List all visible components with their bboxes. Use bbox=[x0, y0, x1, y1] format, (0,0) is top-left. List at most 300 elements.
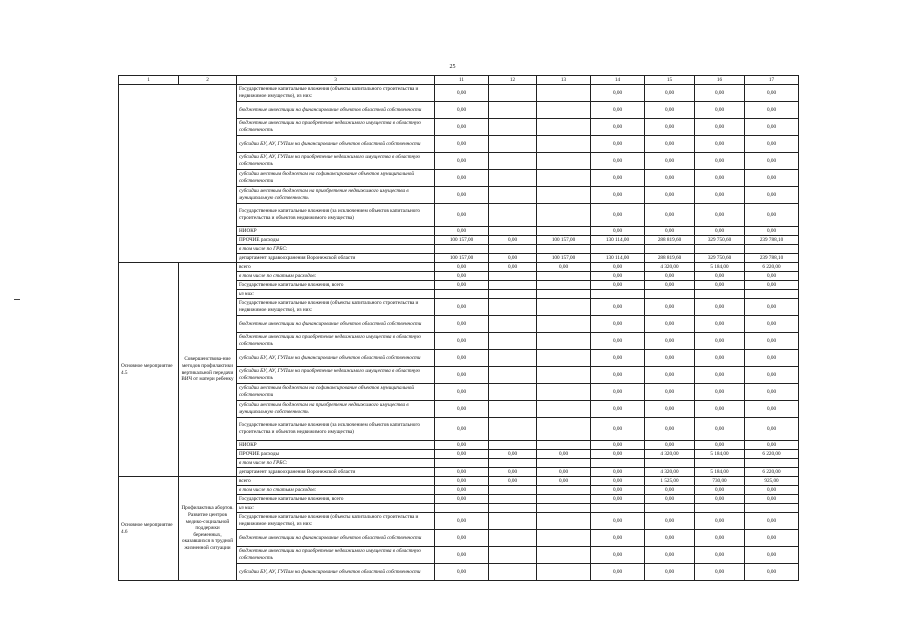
value-cell bbox=[645, 290, 695, 299]
value-cell: 0,00 bbox=[645, 227, 695, 236]
value-cell bbox=[489, 350, 537, 367]
value-cell: 0,00 bbox=[745, 495, 799, 504]
row-description: субсидии местным бюджетам на приобретение недвижимого имущества в муниципальную собственность bbox=[237, 401, 435, 418]
value-cell: 730,00 bbox=[695, 477, 745, 486]
value-cell: 0,00 bbox=[745, 547, 799, 564]
value-cell: 0,00 bbox=[645, 316, 695, 333]
value-cell: 0,00 bbox=[435, 119, 489, 136]
value-cell: 0,00 bbox=[695, 513, 745, 530]
value-cell bbox=[489, 486, 537, 495]
value-cell: 0,00 bbox=[435, 272, 489, 281]
value-cell bbox=[489, 102, 537, 119]
value-cell: 0,00 bbox=[591, 477, 645, 486]
value-cell: 0,00 bbox=[695, 564, 745, 581]
value-cell bbox=[489, 136, 537, 153]
value-cell: 0,00 bbox=[745, 187, 799, 204]
row-description: бюджетные инвестиции на финансирование объектов областной собственности bbox=[237, 102, 435, 119]
value-cell: 0,00 bbox=[645, 187, 695, 204]
row-description: субсидии местным бюджетам на софинансирование объектов муниципальной собственности bbox=[237, 384, 435, 401]
value-cell bbox=[537, 153, 591, 170]
value-cell bbox=[537, 513, 591, 530]
value-cell: 0,00 bbox=[745, 333, 799, 350]
value-cell: 0,00 bbox=[435, 102, 489, 119]
blank-cell bbox=[119, 85, 237, 263]
value-cell: 0,00 bbox=[645, 384, 695, 401]
value-cell: 0,00 bbox=[745, 316, 799, 333]
table-body bbox=[119, 85, 799, 581]
value-cell: 0,00 bbox=[745, 272, 799, 281]
value-cell bbox=[537, 384, 591, 401]
value-cell: 0,00 bbox=[695, 187, 745, 204]
value-cell: 0,00 bbox=[695, 441, 745, 450]
value-cell: 0,00 bbox=[745, 486, 799, 495]
value-cell: 0,00 bbox=[745, 153, 799, 170]
value-cell bbox=[537, 187, 591, 204]
value-cell: 0,00 bbox=[435, 530, 489, 547]
value-cell bbox=[489, 119, 537, 136]
value-cell: 0,00 bbox=[435, 263, 489, 272]
value-cell bbox=[745, 504, 799, 513]
value-cell: 0,00 bbox=[435, 227, 489, 236]
value-cell bbox=[745, 290, 799, 299]
value-cell bbox=[591, 459, 645, 468]
value-cell bbox=[435, 459, 489, 468]
value-cell: 0,00 bbox=[435, 367, 489, 384]
row-description: департамент здравоохранения Воронежской области bbox=[237, 468, 435, 477]
value-cell: 0,00 bbox=[645, 564, 695, 581]
value-cell: 0,00 bbox=[591, 119, 645, 136]
row-description: Государственные капитальные вложения (объекты капитального строительства и недвижимое имущество), из них: bbox=[237, 513, 435, 530]
row-description: из них: bbox=[237, 504, 435, 513]
col-header: 11 bbox=[435, 76, 489, 85]
value-cell: 0,00 bbox=[591, 102, 645, 119]
value-cell: 0,00 bbox=[645, 401, 695, 418]
value-cell: 4 320,00 bbox=[645, 450, 695, 459]
value-cell: 0,00 bbox=[645, 153, 695, 170]
value-cell: 0,00 bbox=[645, 281, 695, 290]
table-row bbox=[119, 85, 799, 102]
value-cell: 0,00 bbox=[745, 513, 799, 530]
value-cell: 0,00 bbox=[695, 401, 745, 418]
value-cell bbox=[537, 316, 591, 333]
value-cell bbox=[537, 136, 591, 153]
row-description: в том числе по статьям расходов: bbox=[237, 272, 435, 281]
value-cell: 0,00 bbox=[695, 102, 745, 119]
value-cell: 100 157,00 bbox=[537, 236, 591, 245]
table-row bbox=[119, 477, 799, 486]
value-cell bbox=[489, 333, 537, 350]
value-cell: 0,00 bbox=[695, 486, 745, 495]
value-cell: 0,00 bbox=[695, 136, 745, 153]
row-description: субсидии БУ, АУ, ГУПам на приобретение недвижимого имущества в областную собственность bbox=[237, 153, 435, 170]
value-cell: 0,00 bbox=[645, 136, 695, 153]
value-cell bbox=[489, 227, 537, 236]
value-cell: 0,00 bbox=[695, 495, 745, 504]
value-cell bbox=[489, 564, 537, 581]
value-cell bbox=[489, 204, 537, 227]
value-cell: 0,00 bbox=[591, 316, 645, 333]
value-cell: 0,00 bbox=[695, 153, 745, 170]
value-cell: 0,00 bbox=[591, 204, 645, 227]
row-description: бюджетные инвестиции на финансирование объектов областной собственности bbox=[237, 316, 435, 333]
value-cell: 0,00 bbox=[591, 170, 645, 187]
value-cell: 239 788,10 bbox=[745, 254, 799, 263]
value-cell bbox=[537, 85, 591, 102]
value-cell: 0,00 bbox=[591, 384, 645, 401]
value-cell: 0,00 bbox=[591, 350, 645, 367]
value-cell: 0,00 bbox=[745, 384, 799, 401]
value-cell: 0,00 bbox=[435, 477, 489, 486]
value-cell: 0,00 bbox=[435, 281, 489, 290]
row-description: Государственные капитальные вложения, всего bbox=[237, 281, 435, 290]
value-cell: 0,00 bbox=[695, 418, 745, 441]
value-cell bbox=[695, 290, 745, 299]
col-header: 15 bbox=[645, 76, 695, 85]
value-cell: 0,00 bbox=[591, 367, 645, 384]
value-cell bbox=[489, 418, 537, 441]
value-cell bbox=[591, 290, 645, 299]
value-cell: 0,00 bbox=[591, 227, 645, 236]
value-cell: 0,00 bbox=[695, 299, 745, 316]
value-cell bbox=[537, 418, 591, 441]
table-row bbox=[119, 263, 799, 272]
value-cell: 5 184,00 bbox=[695, 468, 745, 477]
value-cell: 0,00 bbox=[591, 136, 645, 153]
value-cell: 0,00 bbox=[591, 263, 645, 272]
value-cell bbox=[489, 272, 537, 281]
value-cell: 288 819,60 bbox=[645, 236, 695, 245]
value-cell bbox=[489, 530, 537, 547]
value-cell: 0,00 bbox=[645, 513, 695, 530]
value-cell bbox=[489, 441, 537, 450]
value-cell: 0,00 bbox=[435, 547, 489, 564]
value-cell bbox=[489, 245, 537, 254]
value-cell: 0,00 bbox=[591, 272, 645, 281]
value-cell: 0,00 bbox=[435, 350, 489, 367]
value-cell: 0,00 bbox=[489, 468, 537, 477]
value-cell: 0,00 bbox=[435, 468, 489, 477]
value-cell: 0,00 bbox=[645, 495, 695, 504]
value-cell: 0,00 bbox=[645, 367, 695, 384]
row-description: НИОКР bbox=[237, 441, 435, 450]
value-cell: 0,00 bbox=[695, 85, 745, 102]
value-cell bbox=[489, 153, 537, 170]
col-header: 3 bbox=[237, 76, 435, 85]
value-cell: 0,00 bbox=[745, 102, 799, 119]
value-cell: 0,00 bbox=[591, 564, 645, 581]
value-cell: 6 220,00 bbox=[745, 263, 799, 272]
row-description: субсидии БУ, АУ, ГУПам на финансирование объектов областной собственности bbox=[237, 564, 435, 581]
value-cell: 0,00 bbox=[695, 530, 745, 547]
value-cell bbox=[489, 401, 537, 418]
value-cell bbox=[537, 119, 591, 136]
value-cell: 0,00 bbox=[745, 299, 799, 316]
value-cell: 0,00 bbox=[745, 418, 799, 441]
value-cell: 0,00 bbox=[695, 350, 745, 367]
value-cell: 0,00 bbox=[695, 547, 745, 564]
row-description: субсидии БУ, АУ, ГУПам на финансирование объектов областной собственности bbox=[237, 136, 435, 153]
row-description: бюджетные инвестиции на приобретение недвижимого имущества в областную собственность bbox=[237, 333, 435, 350]
value-cell: 0,00 bbox=[435, 299, 489, 316]
value-cell bbox=[435, 504, 489, 513]
value-cell bbox=[745, 459, 799, 468]
value-cell: 0,00 bbox=[645, 119, 695, 136]
col-header: 13 bbox=[537, 76, 591, 85]
value-cell bbox=[489, 281, 537, 290]
value-cell: 0,00 bbox=[745, 136, 799, 153]
value-cell: 6 220,00 bbox=[745, 468, 799, 477]
value-cell bbox=[537, 281, 591, 290]
value-cell bbox=[435, 245, 489, 254]
value-cell: 0,00 bbox=[695, 281, 745, 290]
value-cell bbox=[537, 547, 591, 564]
value-cell: 925,00 bbox=[745, 477, 799, 486]
event-cell: Основное мероприятие 4.6 bbox=[119, 477, 179, 581]
value-cell: 130 114,00 bbox=[591, 236, 645, 245]
program-cell: Совершенствова-ние методов профилактики вертикальной передачи ВИЧ от матери ребенку bbox=[179, 263, 237, 477]
row-description: субсидии БУ, АУ, ГУПам на приобретение недвижимого имущества в областную собственность bbox=[237, 367, 435, 384]
value-cell bbox=[537, 441, 591, 450]
value-cell: 0,00 bbox=[745, 119, 799, 136]
value-cell bbox=[537, 350, 591, 367]
value-cell bbox=[537, 486, 591, 495]
value-cell bbox=[489, 290, 537, 299]
value-cell: 100 157,00 bbox=[435, 236, 489, 245]
program-cell: Профилактика абортов. Развитие центров медико-социальной поддержки беременных, оказавшихся в трудной жизненной ситуации bbox=[179, 477, 237, 581]
value-cell bbox=[489, 85, 537, 102]
value-cell: 0,00 bbox=[695, 384, 745, 401]
value-cell: 6 220,00 bbox=[745, 450, 799, 459]
value-cell bbox=[489, 384, 537, 401]
value-cell bbox=[537, 102, 591, 119]
value-cell: 0,00 bbox=[435, 85, 489, 102]
value-cell: 0,00 bbox=[745, 281, 799, 290]
value-cell: 5 184,00 bbox=[695, 450, 745, 459]
value-cell: 0,00 bbox=[435, 418, 489, 441]
row-description: Государственные капитальные вложения (за исключением объектов капитального строительства и объектов недвижимого имущества) bbox=[237, 204, 435, 227]
value-cell bbox=[537, 495, 591, 504]
value-cell bbox=[489, 504, 537, 513]
value-cell: 4 320,00 bbox=[645, 468, 695, 477]
value-cell: 0,00 bbox=[645, 441, 695, 450]
value-cell bbox=[489, 299, 537, 316]
row-description: из них: bbox=[237, 290, 435, 299]
value-cell: 0,00 bbox=[435, 136, 489, 153]
value-cell: 329 750,60 bbox=[695, 236, 745, 245]
row-description: департамент здравоохранения Воронежской области bbox=[237, 254, 435, 263]
value-cell bbox=[537, 504, 591, 513]
row-description: Государственные капитальные вложения, всего bbox=[237, 495, 435, 504]
value-cell: 0,00 bbox=[591, 333, 645, 350]
col-header: 16 bbox=[695, 76, 745, 85]
value-cell bbox=[537, 204, 591, 227]
value-cell: 0,00 bbox=[745, 227, 799, 236]
value-cell: 0,00 bbox=[537, 468, 591, 477]
value-cell: 0,00 bbox=[745, 530, 799, 547]
value-cell: 0,00 bbox=[489, 450, 537, 459]
value-cell: 0,00 bbox=[591, 495, 645, 504]
value-cell: 0,00 bbox=[695, 272, 745, 281]
budget-table bbox=[118, 75, 799, 581]
value-cell: 0,00 bbox=[645, 333, 695, 350]
row-description: НИОКР bbox=[237, 227, 435, 236]
value-cell bbox=[489, 459, 537, 468]
value-cell: 0,00 bbox=[537, 263, 591, 272]
row-description: субсидии БУ, АУ, ГУПам на финансирование объектов областной собственности bbox=[237, 350, 435, 367]
value-cell: 0,00 bbox=[745, 367, 799, 384]
value-cell: 0,00 bbox=[591, 547, 645, 564]
value-cell bbox=[695, 504, 745, 513]
value-cell bbox=[537, 170, 591, 187]
value-cell: 0,00 bbox=[435, 316, 489, 333]
row-description: всего bbox=[237, 263, 435, 272]
row-description: субсидии местным бюджетам на софинансирование объектов муниципальной собственности bbox=[237, 170, 435, 187]
value-cell bbox=[645, 459, 695, 468]
value-cell: 0,00 bbox=[435, 486, 489, 495]
value-cell: 0,00 bbox=[695, 204, 745, 227]
value-cell: 0,00 bbox=[591, 153, 645, 170]
value-cell: 0,00 bbox=[745, 401, 799, 418]
value-cell: 0,00 bbox=[645, 299, 695, 316]
value-cell: 0,00 bbox=[591, 281, 645, 290]
row-description: в том числе по ГРБС: bbox=[237, 245, 435, 254]
value-cell bbox=[489, 170, 537, 187]
value-cell bbox=[537, 227, 591, 236]
value-cell bbox=[695, 245, 745, 254]
value-cell bbox=[695, 459, 745, 468]
row-description: бюджетные инвестиции на финансирование объектов областной собственности bbox=[237, 530, 435, 547]
value-cell: 0,00 bbox=[489, 263, 537, 272]
col-header: 17 bbox=[745, 76, 799, 85]
value-cell: 0,00 bbox=[645, 418, 695, 441]
value-cell bbox=[489, 187, 537, 204]
row-description: в том числе по ГРБС: bbox=[237, 459, 435, 468]
row-description: в том числе по статьям расходов: bbox=[237, 486, 435, 495]
value-cell: 100 157,00 bbox=[537, 254, 591, 263]
value-cell bbox=[489, 513, 537, 530]
value-cell: 0,00 bbox=[435, 564, 489, 581]
value-cell: 1 525,00 bbox=[645, 477, 695, 486]
value-cell: 0,00 bbox=[489, 236, 537, 245]
value-cell: 0,00 bbox=[591, 85, 645, 102]
value-cell: 0,00 bbox=[695, 170, 745, 187]
value-cell: 0,00 bbox=[435, 495, 489, 504]
row-description: ПРОЧИЕ расходы bbox=[237, 450, 435, 459]
value-cell bbox=[489, 547, 537, 564]
value-cell: 0,00 bbox=[745, 85, 799, 102]
value-cell: 0,00 bbox=[435, 333, 489, 350]
value-cell: 0,00 bbox=[745, 204, 799, 227]
value-cell bbox=[537, 459, 591, 468]
value-cell bbox=[645, 245, 695, 254]
value-cell bbox=[745, 245, 799, 254]
value-cell bbox=[537, 367, 591, 384]
value-cell: 0,00 bbox=[591, 418, 645, 441]
value-cell: 100 157,00 bbox=[435, 254, 489, 263]
page-number: 25 bbox=[449, 64, 456, 70]
value-cell: 0,00 bbox=[435, 153, 489, 170]
value-cell: 0,00 bbox=[537, 450, 591, 459]
value-cell: 329 750,60 bbox=[695, 254, 745, 263]
row-description: всего bbox=[237, 477, 435, 486]
value-cell: 0,00 bbox=[489, 477, 537, 486]
value-cell: 0,00 bbox=[591, 187, 645, 204]
row-description: бюджетные инвестиции на приобретение недвижимого имущества в областную собственность bbox=[237, 547, 435, 564]
value-cell: 0,00 bbox=[645, 170, 695, 187]
value-cell: 0,00 bbox=[591, 486, 645, 495]
row-description: Государственные капитальные вложения (за исключением объектов капитального строительства и объектов недвижимого имущества) bbox=[237, 418, 435, 441]
header-row bbox=[119, 76, 799, 85]
value-cell: 0,00 bbox=[645, 272, 695, 281]
row-description: субсидии местным бюджетам на приобретение недвижимого имущества в муниципальную собственность bbox=[237, 187, 435, 204]
row-description: Государственные капитальные вложения (объекты капитального строительства и недвижимое имущество), из них: bbox=[237, 85, 435, 102]
col-header: 2 bbox=[179, 76, 237, 85]
value-cell: 0,00 bbox=[745, 350, 799, 367]
row-description: Государственные капитальные вложения (объекты капитального строительства и недвижимое имущество), из них: bbox=[237, 299, 435, 316]
value-cell: 0,00 bbox=[435, 170, 489, 187]
col-header: 1 bbox=[119, 76, 179, 85]
value-cell: 0,00 bbox=[695, 227, 745, 236]
value-cell: 0,00 bbox=[435, 441, 489, 450]
value-cell: 130 114,00 bbox=[591, 254, 645, 263]
value-cell: 0,00 bbox=[591, 530, 645, 547]
value-cell: 0,00 bbox=[695, 367, 745, 384]
value-cell bbox=[537, 272, 591, 281]
value-cell bbox=[591, 504, 645, 513]
value-cell bbox=[537, 564, 591, 581]
value-cell bbox=[537, 299, 591, 316]
value-cell: 0,00 bbox=[435, 187, 489, 204]
value-cell: 0,00 bbox=[695, 119, 745, 136]
value-cell bbox=[435, 290, 489, 299]
value-cell: 0,00 bbox=[435, 450, 489, 459]
value-cell: 0,00 bbox=[645, 204, 695, 227]
value-cell bbox=[537, 245, 591, 254]
value-cell bbox=[537, 401, 591, 418]
row-description: ПРОЧИЕ расходы bbox=[237, 236, 435, 245]
value-cell: 0,00 bbox=[489, 254, 537, 263]
col-header: 12 bbox=[489, 76, 537, 85]
value-cell: 0,00 bbox=[645, 530, 695, 547]
value-cell: 0,00 bbox=[591, 468, 645, 477]
value-cell: 0,00 bbox=[435, 401, 489, 418]
value-cell: 0,00 bbox=[695, 316, 745, 333]
value-cell: 0,00 bbox=[591, 441, 645, 450]
value-cell bbox=[537, 530, 591, 547]
value-cell: 0,00 bbox=[435, 204, 489, 227]
value-cell: 0,00 bbox=[645, 350, 695, 367]
value-cell bbox=[591, 245, 645, 254]
value-cell: 0,00 bbox=[435, 384, 489, 401]
value-cell: 0,00 bbox=[745, 441, 799, 450]
value-cell bbox=[645, 504, 695, 513]
value-cell: 0,00 bbox=[591, 401, 645, 418]
event-cell: Основное мероприятие 4.5 bbox=[119, 263, 179, 477]
value-cell bbox=[489, 367, 537, 384]
value-cell: 239 788,10 bbox=[745, 236, 799, 245]
value-cell: 5 184,00 bbox=[695, 263, 745, 272]
value-cell: 0,00 bbox=[695, 333, 745, 350]
value-cell: 0,00 bbox=[537, 477, 591, 486]
value-cell: 288 819,60 bbox=[645, 254, 695, 263]
value-cell: 0,00 bbox=[435, 513, 489, 530]
value-cell bbox=[537, 290, 591, 299]
value-cell: 0,00 bbox=[745, 170, 799, 187]
col-header: 14 bbox=[591, 76, 645, 85]
value-cell: 0,00 bbox=[591, 450, 645, 459]
value-cell: 0,00 bbox=[645, 547, 695, 564]
value-cell: 0,00 bbox=[645, 85, 695, 102]
